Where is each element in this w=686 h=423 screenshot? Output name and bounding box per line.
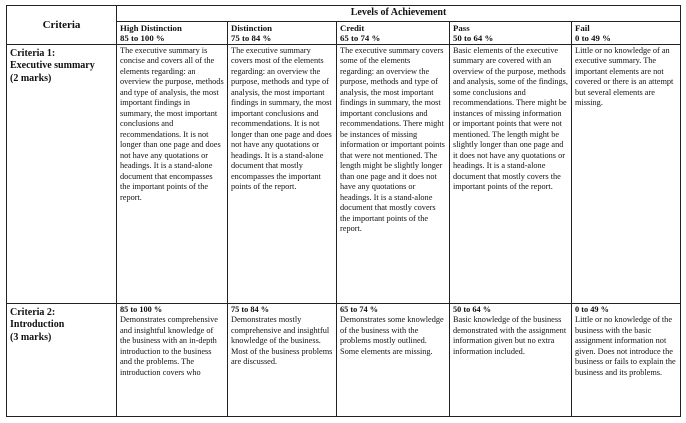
- level-header-distinction: [228, 21, 337, 44]
- criteria-header: Criteria: [7, 6, 117, 45]
- cell-range: 65 to 74 %: [340, 304, 379, 314]
- level-range: 65 to 74 %: [340, 32, 381, 43]
- descriptor-cell-high-distinction: [117, 303, 228, 416]
- descriptor-cell-fail: Little or no knowledge of an executive summary. The important elements are not covered or there is an attempt but several elements are missing.: [572, 44, 681, 303]
- level-name: High Distinction: [120, 22, 182, 33]
- level-header-pass: [450, 21, 572, 44]
- descriptor-cell-pass: Basic elements of the executive summary are covered with an overview of the purpose, methods and analysis, some of the findings, some conclusions and recommendations. There might be instances of missing information or important points that were not mentioned. The length might be slightly longer than one page and it does not have any quotations or headings. It is a stand-alone document that mostly covers the important points of the report.: [450, 44, 572, 303]
- criteria-cell: [7, 303, 117, 416]
- criteria-title: Executive summary: [10, 60, 95, 71]
- criteria-marks: (2 marks): [10, 72, 52, 84]
- level-name: Fail: [575, 22, 590, 33]
- cell-text: Demonstrates some knowledge of the business with the problems mostly outlined. Some elements are missing.: [340, 315, 444, 356]
- criteria-cell: [7, 44, 117, 303]
- cell-text: Little or no knowledge of the business with the basic assignment information not given. Does not introduce the business or fails to explain the business and its problems.: [575, 315, 676, 377]
- descriptor-cell-pass: [450, 303, 572, 416]
- level-name: Pass: [453, 22, 470, 33]
- level-name: Credit: [340, 22, 365, 33]
- cell-range: 85 to 100 %: [120, 304, 163, 314]
- criteria-marks: (3 marks): [10, 331, 52, 343]
- level-range: 85 to 100 %: [120, 32, 165, 43]
- criteria-row-executive-summary: [7, 44, 681, 303]
- criteria-row-introduction: [7, 303, 681, 416]
- cell-range: 75 to 84 %: [231, 304, 270, 314]
- level-header-fail: [572, 21, 681, 44]
- criteria-number: Criteria 2:: [10, 306, 56, 318]
- header-row-levels: [7, 6, 681, 22]
- level-header-credit: [337, 21, 450, 44]
- descriptor-cell-credit: [337, 303, 450, 416]
- levels-of-achievement-header: Levels of Achievement: [117, 6, 681, 22]
- rubric-table: [6, 5, 681, 417]
- cell-text: Demonstrates mostly comprehensive and insightful knowledge of the business. Most of the business problems are discussed.: [231, 315, 333, 366]
- criteria-number: Criteria 1:: [10, 47, 56, 59]
- level-range: 50 to 64 %: [453, 32, 494, 43]
- level-range: 0 to 49 %: [575, 32, 611, 43]
- descriptor-cell-distinction: The executive summary covers most of the elements regarding: an overview the purpose, methods and type of analysis, the most important findings in summary, the most important conclusions and recommendations. It is not longer than one page and does not have any quotations or headings. It is a stand-alone document that mostly encompasses the important points of the report.: [228, 44, 337, 303]
- descriptor-cell-distinction: [228, 303, 337, 416]
- cell-range: 50 to 64 %: [453, 304, 492, 314]
- level-header-high-distinction: [117, 21, 228, 44]
- cell-range: 0 to 49 %: [575, 304, 609, 314]
- criteria-title: Introduction: [10, 319, 65, 330]
- descriptor-cell-credit: The executive summary covers some of the elements regarding: an overview the purpose, methods and type of analysis, the most important findings in summary, the most important conclusions and recommendations. There might be instances of missing information or important points that were not mentioned. The length might be slightly longer than one page and it does not have any quotations or headings. It is a stand-alone document that mostly covers the important points of the report.: [337, 44, 450, 303]
- cell-text: Basic knowledge of the business demonstrated with the assignment information given but no extra information included.: [453, 315, 567, 356]
- descriptor-cell-high-distinction: The executive summary is concise and covers all of the elements regarding: an overview the purpose, methods and type of analysis, the most important findings in summary, the most important conclusions and recommendations. It is not longer than one page and does not have any quotations or headings. It is a stand-alone document that encompasses the important points of the report.: [117, 44, 228, 303]
- cell-text: Demonstrates comprehensive and insightful knowledge of the business with an in-depth introduction to the business and the problems. The introduction covers who: [120, 315, 218, 377]
- level-range: 75 to 84 %: [231, 32, 272, 43]
- level-name: Distinction: [231, 22, 273, 33]
- descriptor-cell-fail: [572, 303, 681, 416]
